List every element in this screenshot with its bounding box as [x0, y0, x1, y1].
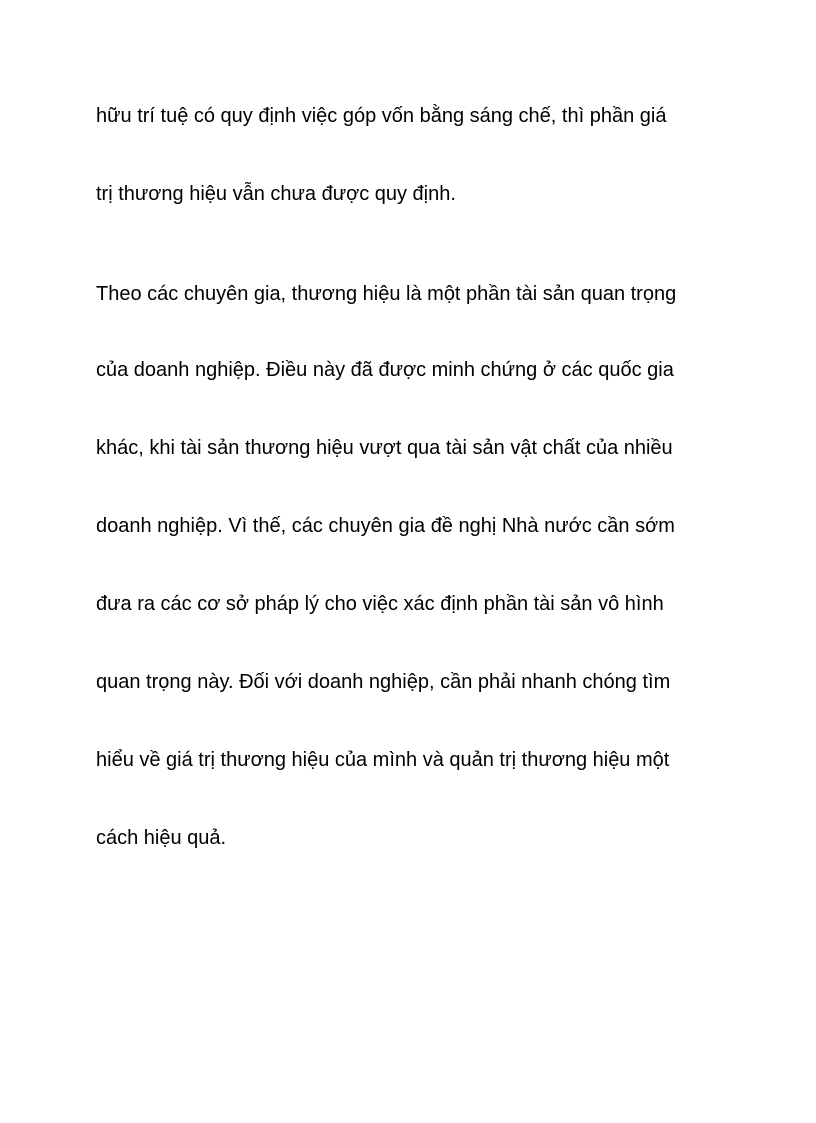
text-line: đưa ra các cơ sở pháp lý cho việc xác định phần tài sản vô hình — [96, 593, 664, 615]
text-line: Theo các chuyên gia, thương hiệu là một phần tài sản quan trọng — [96, 283, 677, 305]
text-line: trị thương hiệu vẫn chưa được quy định. — [96, 183, 456, 205]
text-line: của doanh nghiệp. Điều này đã được minh chứng ở các quốc gia — [96, 359, 674, 381]
text-line: cách hiệu quả. — [96, 827, 227, 849]
text-line: khác, khi tài sản thương hiệu vượt qua tài sản vật chất của nhiều — [96, 437, 673, 459]
text-line: hữu trí tuệ có quy định việc góp vốn bằng sáng chế, thì phần giá — [96, 105, 667, 127]
text-line: quan trọng này. Đối với doanh nghiệp, cần phải nhanh chóng tìm — [96, 671, 671, 693]
text-line: hiểu về giá trị thương hiệu của mình và quản trị thương hiệu một — [96, 749, 670, 771]
text-line: doanh nghiệp. Vì thế, các chuyên gia đề nghị Nhà nước cần sớm — [96, 515, 675, 537]
